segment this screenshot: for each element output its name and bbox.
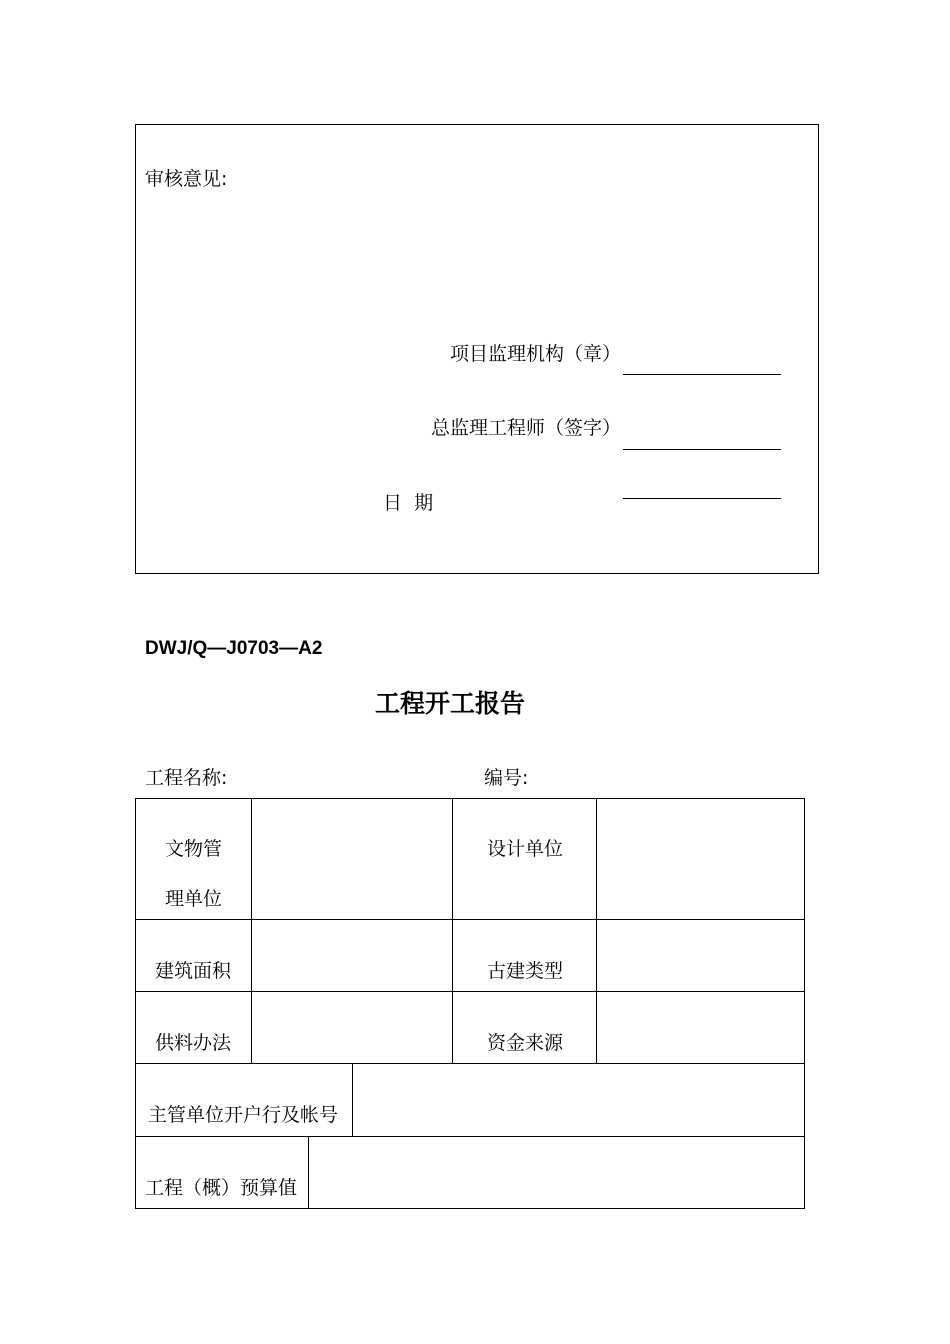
supervision-org-label: 项目监理机构（章）: [450, 343, 622, 365]
project-name-label: 工程名称:: [145, 767, 228, 789]
bank-account-label: 主管单位开户行及帐号: [148, 1104, 339, 1126]
review-label: 审核意见:: [145, 168, 228, 190]
date-label: 日 期: [383, 492, 434, 514]
bank-account-value[interactable]: [353, 1064, 802, 1135]
supply-method-value[interactable]: [252, 992, 451, 1062]
page-title: 工程开工报告: [374, 689, 525, 718]
document-code: DWJ/Q—J0703—A2: [145, 638, 323, 659]
building-area-label: 建筑面积: [155, 960, 232, 982]
mgmt-unit-label-line1: 文物管: [165, 838, 223, 860]
budget-value[interactable]: [309, 1137, 802, 1207]
fund-source-value[interactable]: [597, 992, 802, 1062]
building-area-value[interactable]: [252, 920, 451, 990]
mgmt-unit-value[interactable]: [252, 799, 451, 918]
fund-source-label: 资金来源: [487, 1032, 564, 1054]
chief-engineer-signature-line[interactable]: [623, 449, 781, 450]
number-label: 编号:: [484, 767, 529, 789]
ancient-type-value[interactable]: [597, 920, 802, 990]
date-line[interactable]: [623, 498, 781, 499]
ancient-type-label: 古建类型: [487, 960, 564, 982]
design-unit-value[interactable]: [597, 799, 802, 918]
mgmt-unit-label-line2: 理单位: [165, 888, 223, 910]
supervision-org-signature-line[interactable]: [623, 374, 781, 375]
supply-method-label: 供料办法: [155, 1032, 232, 1054]
col-divider: [452, 798, 453, 1063]
design-unit-label: 设计单位: [487, 838, 564, 860]
chief-engineer-label: 总监理工程师（签字）: [431, 417, 622, 439]
budget-label: 工程（概）预算值: [145, 1177, 298, 1199]
